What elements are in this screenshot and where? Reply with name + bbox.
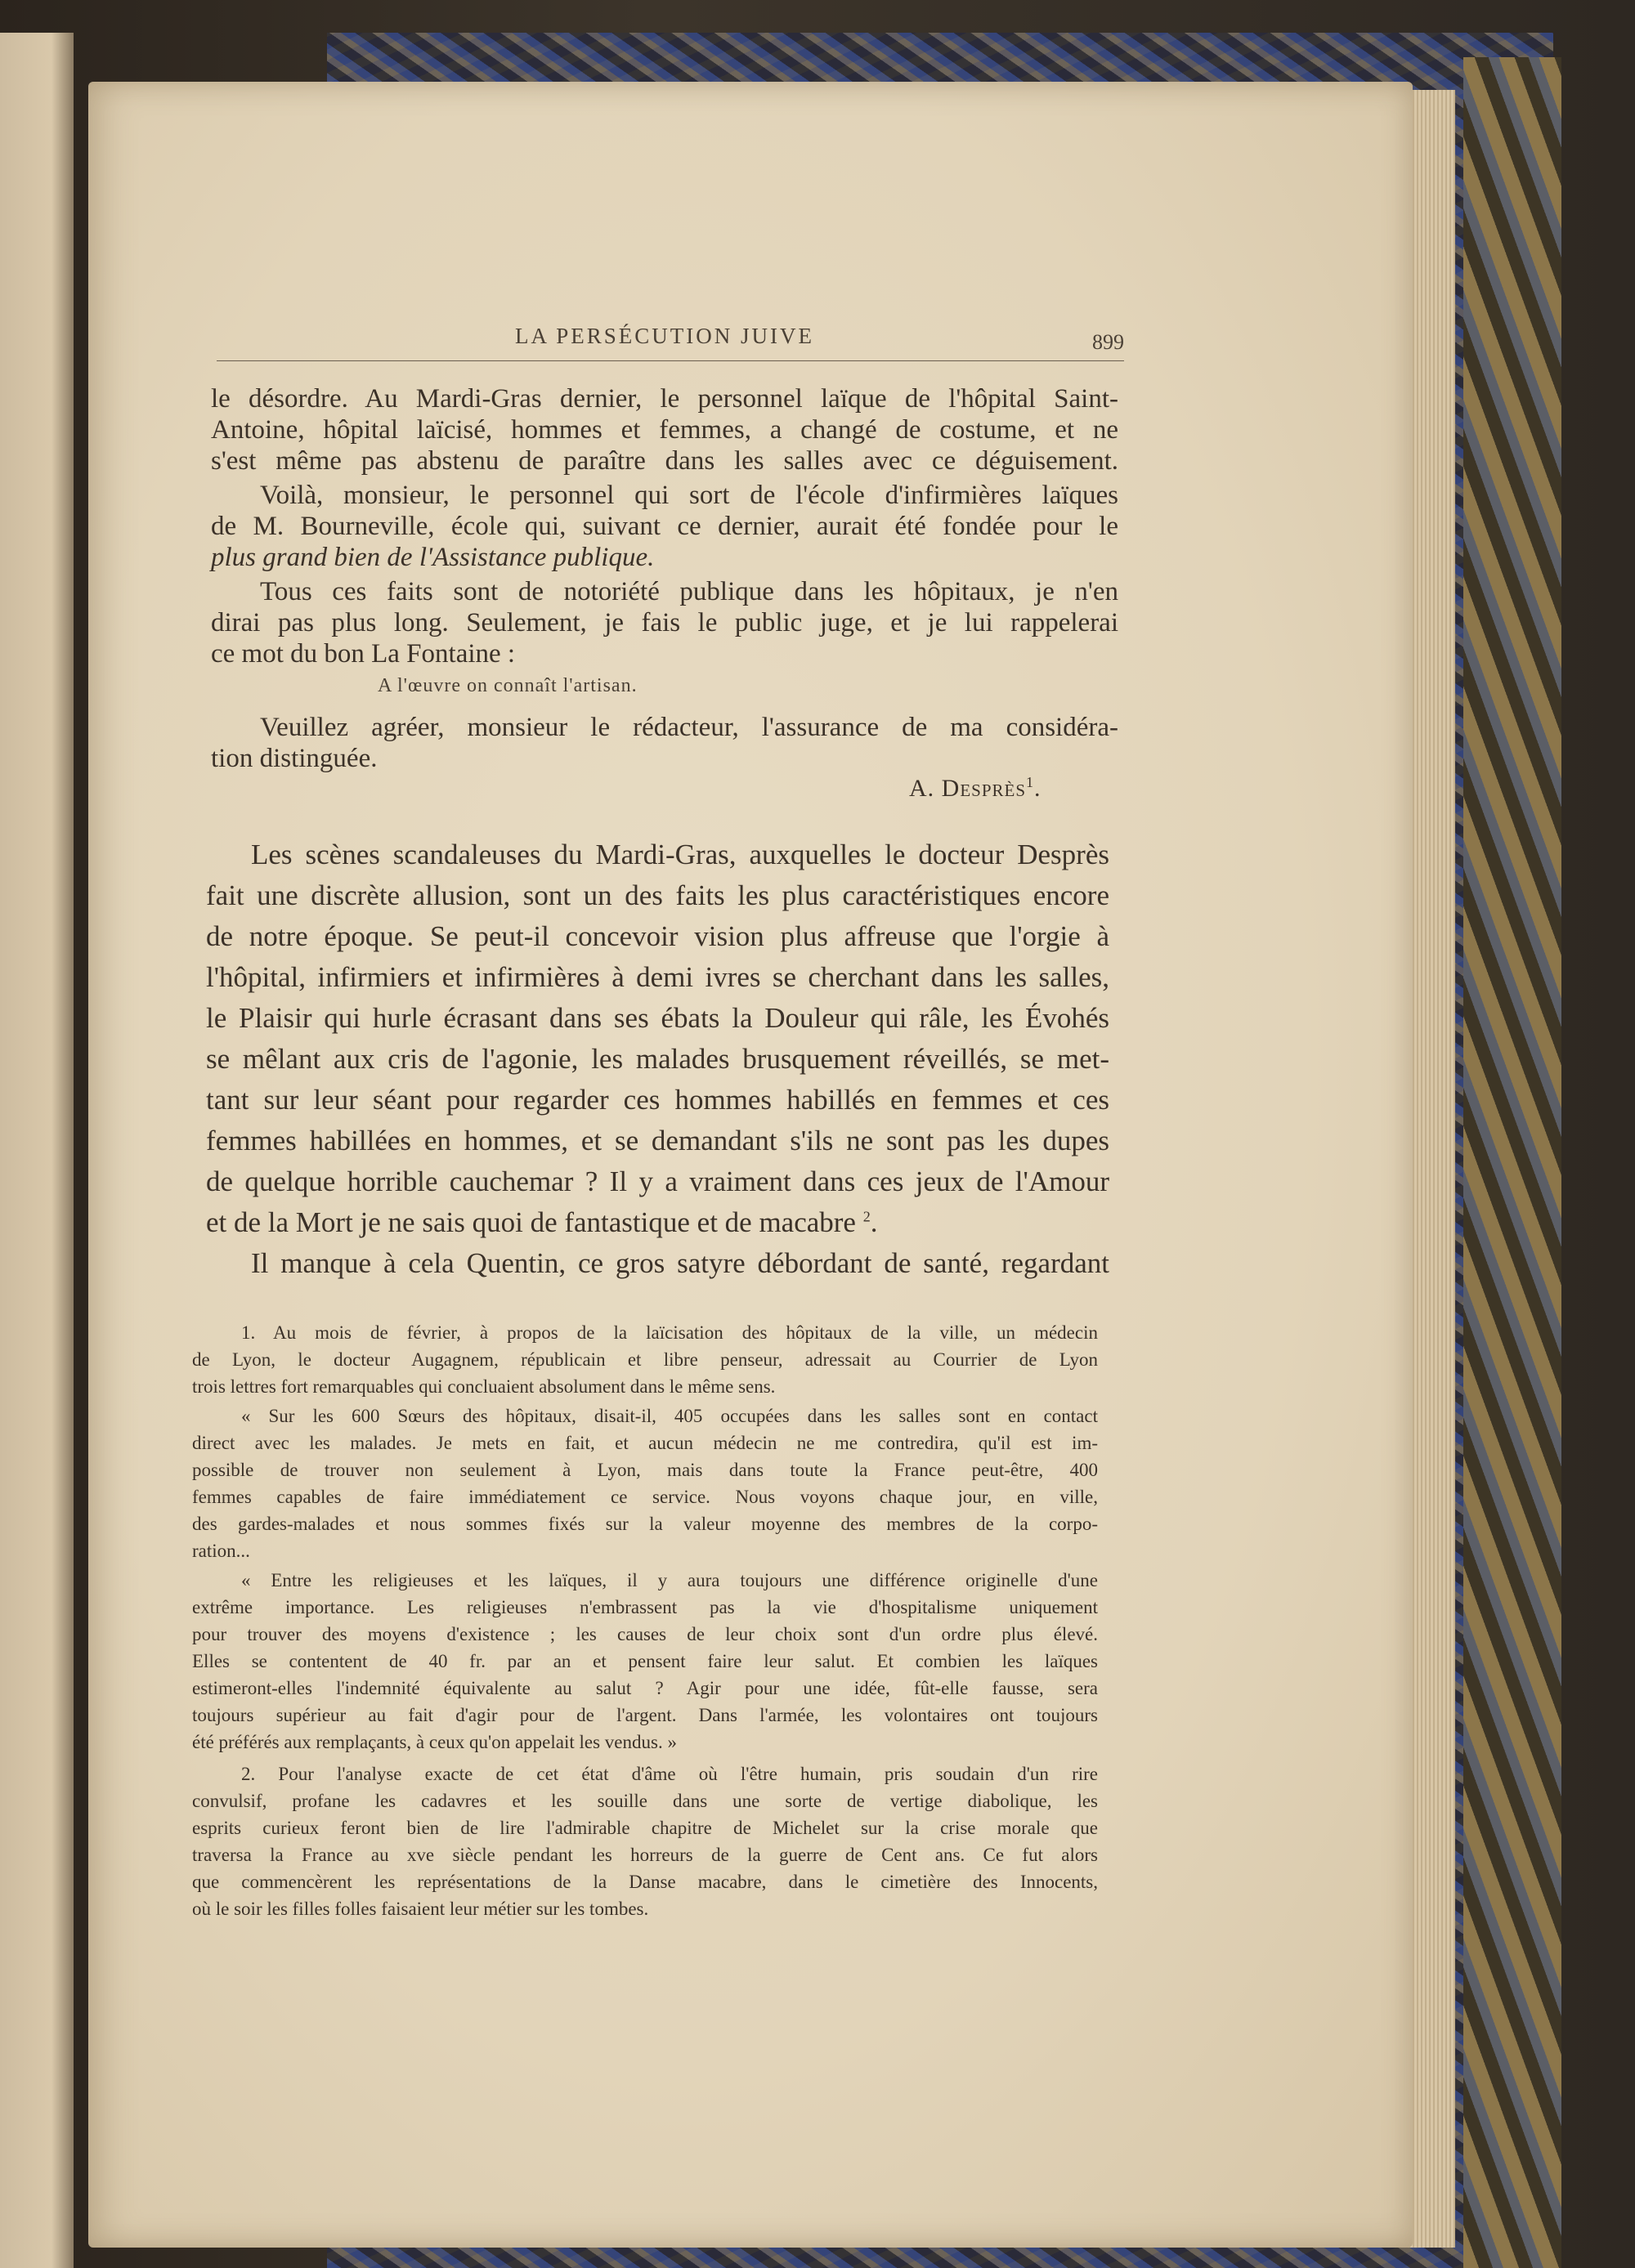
footnote-line: que commencèrent les représentations de la Danse macabre, dans le cimetière des Innocents, bbox=[192, 1872, 1098, 1892]
footnote-line: Elles se contentent de 40 fr. par an et pensent faire leur salut. Et combien les laïques bbox=[192, 1651, 1098, 1671]
text-line: Antoine, hôpital laïcisé, hommes et femmes, a changé de costume, et ne bbox=[211, 415, 1118, 445]
text-line bbox=[206, 1206, 1109, 1239]
text-line: Il manque à cela Quentin, ce gros satyre débordant de santé, regardant bbox=[251, 1247, 1109, 1279]
text-line: le Plaisir qui hurle écrasant dans ses ébats la Douleur qui râle, les Évohés bbox=[206, 1002, 1109, 1034]
footnote-line: femmes capables de faire immédiatement ce service. Nous voyons chaque jour, en ville, bbox=[192, 1487, 1098, 1507]
footnote-line: « Entre les religieuses et les laïques, il y aura toujours une différence originelle d'une bbox=[241, 1570, 1098, 1590]
footnote-line: trois lettres fort remarquables qui concluaient absolument dans le même sens. bbox=[192, 1376, 776, 1397]
facing-page-edge bbox=[0, 33, 74, 2268]
text-line: tant sur leur séant pour regarder ces hommes habillés en femmes et ces bbox=[206, 1084, 1109, 1116]
text-line: Les scènes scandaleuses du Mardi-Gras, auxquelles le docteur Desprès bbox=[251, 839, 1109, 870]
text-line: tion distinguée. bbox=[211, 744, 378, 773]
signature bbox=[909, 774, 1041, 803]
main-body bbox=[206, 839, 1109, 1280]
footnote-line: esprits curieux feront bien de lire l'admirable chapitre de Michelet sur la crise morale que bbox=[192, 1818, 1098, 1838]
text-line: fait une discrète allusion, sont un des faits les plus caractéristiques encore bbox=[206, 879, 1109, 911]
footnote-line: convulsif, profane les cadavres et les souille dans une sorte de vertige diabolique, les bbox=[192, 1791, 1098, 1811]
text-line: dirai pas plus long. Seulement, je fais le public juge, et je lui rappelerai bbox=[211, 608, 1118, 637]
text-line: plus grand bien de l'Assistance publique. bbox=[211, 543, 655, 572]
text-segment: et de la Mort je ne sais quoi de fantastique et de macabre bbox=[206, 1206, 856, 1238]
footnote-line: été préférés aux remplaçants, à ceux qu'on appelait les vendus. » bbox=[192, 1732, 677, 1752]
text-line: ce mot du bon La Fontaine : bbox=[211, 639, 516, 669]
footnote-line: où le soir les filles folles faisaient leur métier sur les tombes. bbox=[192, 1899, 649, 1919]
footnote-line: 1. Au mois de février, à propos de la laïcisation des hôpitaux de la ville, un médecin bbox=[241, 1322, 1098, 1343]
text-line: se mêlant aux cris de l'agonie, les malades brusquement réveillés, se met- bbox=[206, 1043, 1109, 1075]
text-line: Tous ces faits sont de notoriété publique dans les hôpitaux, je n'en bbox=[260, 577, 1118, 606]
running-title: LA PERSÉCUTION JUIVE bbox=[515, 324, 815, 348]
text-line: femmes habillées en hommes, et se demandant s'ils ne sont pas les dupes bbox=[206, 1125, 1109, 1156]
running-head bbox=[213, 319, 1124, 360]
letter-closing bbox=[211, 713, 1118, 778]
text-line: l'hôpital, infirmiers et infirmières à demi ivres se cherchant dans les salles, bbox=[206, 961, 1109, 993]
footnote-ref: 2 bbox=[862, 1208, 871, 1225]
letter-body bbox=[211, 384, 1118, 669]
text-line: de M. Bourneville, école qui, suivant ce dernier, aurait été fondée pour le bbox=[211, 512, 1118, 541]
text-line: de notre époque. Se peut-il concevoir vision plus affreuse que l'orgie à bbox=[206, 920, 1109, 952]
signature-punct: . bbox=[1034, 775, 1041, 802]
footnote-line: estimeront-elles l'indemnité équivalente au salut ? Agir pour une idée, fût-elle fausse, sera bbox=[192, 1678, 1098, 1698]
text-line: le désordre. Au Mardi-Gras dernier, le personnel laïque de l'hôpital Saint- bbox=[211, 384, 1118, 414]
la-fontaine-quote: A l'œuvre on connaît l'artisan. bbox=[378, 675, 638, 696]
footnote-line: extrême importance. Les religieuses n'embrassent pas la vie d'hospitalisme uniquement bbox=[192, 1597, 1098, 1617]
text-line: s'est même pas abstenu de paraître dans les salles avec ce déguisement. bbox=[211, 446, 1118, 476]
footnote-line: de Lyon, le docteur Augagnem, républicain et libre penseur, adressait au Courrier de Lyon bbox=[192, 1349, 1098, 1370]
footnote-line: des gardes-malades et nous sommes fixés sur la valeur moyenne des membres de la corpo- bbox=[192, 1514, 1098, 1534]
text-punct: . bbox=[870, 1206, 878, 1238]
text-line: Veuillez agréer, monsieur le rédacteur, l'assurance de ma considéra- bbox=[260, 713, 1118, 742]
text-line: Voilà, monsieur, le personnel qui sort de l'école d'infirmières laïques bbox=[260, 481, 1118, 510]
footnote-line: « Sur les 600 Sœurs des hôpitaux, disait-il, 405 occupées dans les salles sont en contact bbox=[241, 1406, 1098, 1426]
footnote-ref: 1 bbox=[1026, 774, 1035, 790]
page-number: 899 bbox=[1092, 330, 1124, 354]
footnote-line: toujours supérieur au fait d'agir pour de l'argent. Dans l'armée, les volontaires ont toujours bbox=[192, 1705, 1098, 1725]
footnote-line: ration... bbox=[192, 1541, 250, 1561]
footnote-line: direct avec les malades. Je mets en fait, et aucun médecin ne me contredira, qu'il est im- bbox=[192, 1433, 1098, 1453]
footnote-line: pour trouver des moyens d'existence ; les causes de leur choix sont d'un ordre plus élevé. bbox=[192, 1624, 1098, 1644]
footnote-line: traversa la France au xve siècle pendant les horreurs de la guerre de Cent ans. Ce fut alors bbox=[192, 1845, 1098, 1865]
text-line: de quelque horrible cauchemar ? Il y a vraiment dans ces jeux de l'Amour bbox=[206, 1165, 1109, 1197]
signature-name: A. Desprès bbox=[909, 775, 1027, 802]
footnote-line: possible de trouver non seulement à Lyon, mais dans toute la France peut-être, 400 bbox=[192, 1460, 1098, 1480]
footnotes bbox=[192, 1322, 1098, 1927]
header-rule bbox=[217, 360, 1124, 361]
book-cover-edge bbox=[1463, 57, 1561, 2268]
footnote-line: 2. Pour l'analyse exacte de cet état d'âme où l'être humain, pris soudain d'un rire bbox=[241, 1764, 1098, 1784]
